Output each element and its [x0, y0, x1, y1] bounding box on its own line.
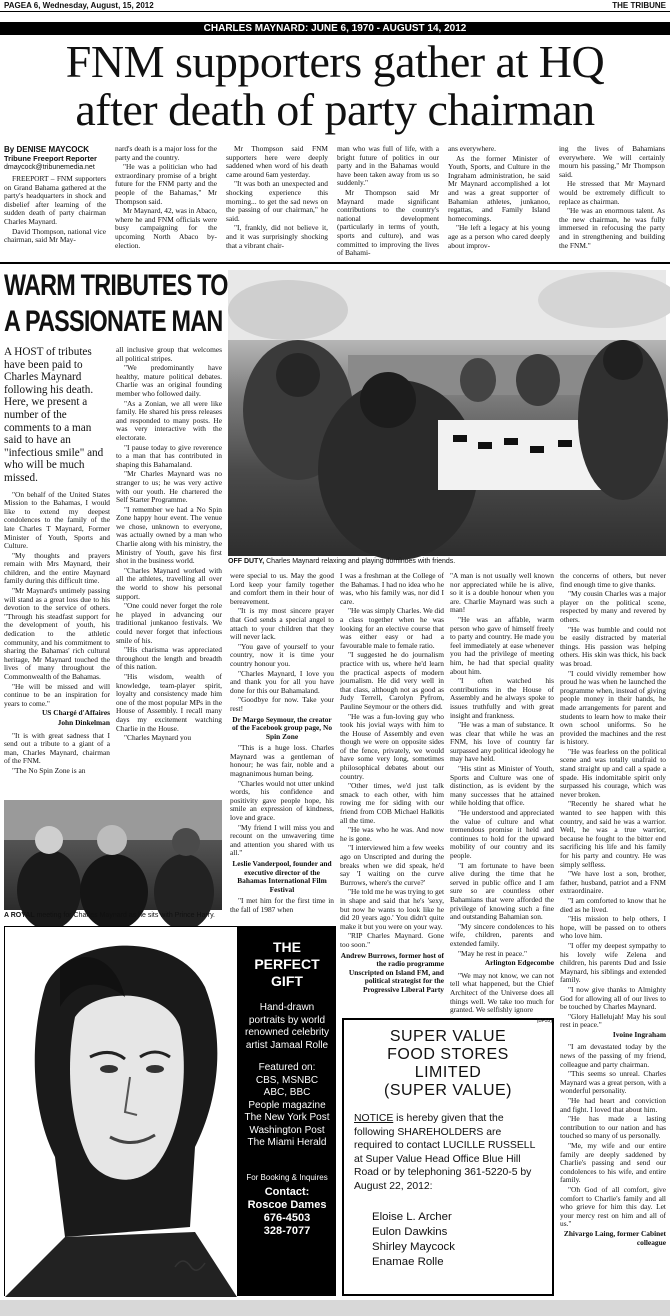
- footer-bar: [0, 1300, 670, 1316]
- tribute-paragraph: the concerns of others, but never find enough time to give thanks.: [560, 571, 666, 589]
- story-paragraph: "I, frankly, did not believe it, and it was surprisingly shocking that a vibrant chair-: [226, 223, 328, 250]
- tribute-paragraph: "He was simply Charles. We did a class together when he was looking for an elective course that was either easy or had a favourable male to female ratio.: [340, 606, 444, 650]
- gift-outlet: ABC, BBC: [263, 1087, 311, 1098]
- tribute-paragraph: "He was a fun-loving guy who took his jovial ways with him to the House of Assembly and even though we were on opposite sides of the fence, privately, we would have some very long, sometimes philosophical debates about our country.: [340, 711, 444, 781]
- tribute-paragraph: "Mr Charles Maynard was no stranger to us; he was very active with our youth. He chartered the Self Starter Programme.: [116, 469, 222, 505]
- story-paragraph: Mr Thompson said FNM supporters here were deeply saddened when word of his death came around 6am yesterday.: [226, 144, 328, 179]
- tribute-paragraph: "I suggested he do journalism practice with us, where he'd learn the practical aspects of modern journalism. He did very well in that class, although not as good as Judy Terrell, Carolyn Pyfrom, Pauline Seymour or the others did.: [340, 650, 444, 711]
- tribute-signature: Zhivargo Laing, former Cabinet colleague: [563, 1228, 666, 1247]
- tribute-paragraph: "Oh God of all comfort, give comfort to Charlie's family and all who grieve for him this day. Let your mercy rest on him and all of us.": [560, 1184, 666, 1229]
- story-paragraph: He stressed that Mr Maynard would be extremely difficult to replace as chairman.: [559, 179, 665, 206]
- gift-contact-name: Roscoe Dames: [247, 1198, 327, 1211]
- tribute-paragraph: "I am comforted to know that he died as he lived.: [560, 895, 666, 914]
- shareholder-name: Eulon Dawkins: [372, 1225, 448, 1238]
- notice-text: is hereby given that the following SHAREHOLDERS are required to contact LUCILLE RUSSELL at Super Value Head Office Blue Hill Road or by telephoning 361-5220-5 by August 22, 2012:: [354, 1113, 535, 1192]
- gift-outlet: People magazine: [248, 1099, 326, 1111]
- caption-lead: A ROYAL: [4, 912, 35, 919]
- story-paragraph: "It was both an unexpected and shocking experience this morning... to get the sad news on the passing of our chairman," he said.: [226, 179, 328, 223]
- gift-contact-label: Contact:: [264, 1185, 310, 1198]
- tribute-paragraph: "I often watched his contributions in the House of Assembly and he always spoke to issues truthfully and with great insight and frankness.: [450, 676, 554, 720]
- tribute-paragraph: "Charles Maynard, I love you and thank you for all you have done for this our Bahamaland.: [230, 668, 334, 695]
- section-divider: [0, 262, 670, 264]
- tribute-signature: Andrew Burrows, former host of the radio programme Unscripted on Island FM, and political strategist for the Progressive Liberal Party: [340, 950, 444, 994]
- tribute-signature: Dr Margo Seymour, the creator of the Facebook group page, No Spin Zone: [231, 714, 333, 741]
- tributes-col-4: [340, 571, 444, 994]
- tribute-paragraph: "Goodbye for now. Take your rest!: [230, 695, 334, 713]
- tribute-paragraph: "My friend I will miss you and recount on the unwavering time and attention you shared with us all.": [230, 822, 334, 858]
- royal-meeting-photo: [4, 800, 222, 910]
- tribute-paragraph: "My thoughts and prayers remain with Mrs Maynard, their children, and the entire Maynard family during this difficult time.: [4, 550, 110, 586]
- dominoes-photo-illustration: [228, 270, 666, 556]
- story-paragraph: "He was a politician who had extraordinary promise of a bright future for the FNM party and the people of the Bahamas," Mr Thompson said.: [115, 162, 217, 206]
- gift-featured-label: Featured on:: [258, 1062, 316, 1073]
- tribute-paragraph: "He was fearless on the political scene and was totally unafraid to stand straight up and call a spade a spade. His indomitable spirit only surpassed his courage, which was never broken.: [560, 746, 666, 799]
- story-col-2: [115, 145, 217, 257]
- story-col-5: [448, 145, 550, 257]
- tribute-paragraph: "On behalf of the United States Mission to the Bahamas, I would like to extend my deepest condolences to the family of the late Charles T Maynard, Former Minister of Youth, Sports and Culture.: [4, 489, 110, 551]
- tribute-paragraph: "He understood and appreciated the value of culture and what tremendous promise it held and continues to hold for the upward mobility of our country and its people.: [450, 808, 554, 860]
- tribute-paragraph: "His wisdom, wealth of knowledge, team-player spirit, loyalty and consistency made him one of the most popular MPs in the House of Assembly. I recall many days my excitement watching Charlie in the House.: [116, 671, 222, 733]
- tributes-intro: A HOST of tributes have been paid to Charles Maynard following his death. Here, we present a number of the comments to a man said to have an "infectious smile" and who will be much missed.: [4, 346, 104, 484]
- gift-outlet: CBS, MSNBC: [255, 1074, 319, 1086]
- notice-word: NOTICE: [354, 1113, 394, 1124]
- caption-text: Charles Maynard relaxing and playing dominoes with friends.: [266, 558, 456, 565]
- tributes-headline-1: WARM TRIBUTES TO: [4, 269, 228, 302]
- tribute-paragraph: "You gave of yourself to your country, now it is time your country honour you.: [230, 641, 334, 668]
- story-paragraph: FREEPORT – FNM supporters on Grand Bahama gathered at the party's headquarters in shock and disbelief after learning of the sudden death of party chairman Charles Maynard.: [4, 174, 106, 226]
- dominoes-photo-caption: [228, 558, 666, 568]
- tribute-paragraph: "RIP Charles Maynard. Gone too soon.": [340, 931, 444, 949]
- tribute-paragraph: "May he rest in peace.": [458, 948, 528, 958]
- tribute-paragraph: "His stint as Minister of Youth, Sports and Culture was one of distinction, as is evident by the many successes that he attained while holding that office.: [450, 764, 554, 808]
- tribute-signature: Arlington Edgecombe: [484, 958, 554, 968]
- tribute-paragraph: "I pause today to give reverence to a man that has contributed in shaping this Bahamaland.: [116, 442, 222, 469]
- tribute-paragraph: "He was a man of substance. It was clear that while he was an FNM, his love of country far surpassed any political ideology he may have held.: [450, 720, 554, 764]
- tributes-col-3: [230, 571, 334, 914]
- tribute-paragraph: "He had heart and conviction and fight. I loved that about him.: [560, 1096, 666, 1114]
- tribute-signature-name: John Dinkelman: [57, 717, 110, 727]
- folio-right: THE TRIBUNE: [612, 1, 666, 10]
- story-paragraph: ans everywhere.: [448, 144, 497, 153]
- tribute-paragraph: "I could vividly remember how proud he was when he launched the programme when, instead of giving people money in their hands, he made arrangements for parent and students to learn how to make their own school uniforms. So he provided the machines and the rest is history.: [560, 668, 666, 747]
- gift-description: Hand-drawn portraits by world renowned celebrity artist Jamaal Rolle: [245, 1002, 329, 1051]
- tribute-paragraph: "Charles would not utter unkind words, his confidence and positivity gave people hope, his smile an expression of kindness, love and grace.: [230, 778, 334, 823]
- shareholder-name: Eloise L. Archer: [372, 1210, 452, 1223]
- gift-title-2: PERFECT: [254, 956, 320, 972]
- notice-title-2: FOOD STORES LIMITED: [387, 1046, 509, 1081]
- notice-code: (BF55): [536, 1018, 552, 1024]
- tribute-paragraph: "I am devastated today by the news of the passing of my friend, colleague and party chairman.: [560, 1042, 666, 1069]
- tribute-paragraph: "He was an affable, warm person who gave of himself freely to party and country. He made you feel immediately at ease whenever you had the privilege of meeting him, he had that special quality about him.: [450, 614, 554, 676]
- gift-ad-text: [237, 927, 337, 1297]
- tribute-signature: Leslie Vanderpool, founder and executive director of the Bahamas International Film Festival: [232, 859, 332, 894]
- story-paragraph: Mr Maynard, 42, was in Abaco, where he and FNM officials were busy campaigning for the upcoming North Abaco by-election.: [115, 206, 218, 250]
- tribute-paragraph: "It is with great sadness that I send out a tribute to a giant of a man, Charles Maynard, chairman of the FNM.: [4, 730, 110, 766]
- notice-title-1: SUPER VALUE: [389, 1028, 507, 1045]
- shareholder-list: [372, 1210, 542, 1270]
- tribute-paragraph: "This seems so unreal. Charles Maynard was a great person, with a wonderful personality.: [560, 1069, 666, 1096]
- story-paragraph: As the former Minister of Youth, Sports, and Culture in the Ingraham administration, he said Mr Maynard accomplished a lot and was a great supporter of Bahamian athletes, junkanoo, regattas, and Family Island homecomings.: [448, 153, 550, 223]
- headline-line-1: FNM supporters gather at HQ: [65, 36, 605, 87]
- shareholder-name: Enamae Rolle: [372, 1255, 444, 1268]
- story-col-3: [226, 145, 328, 257]
- tributes-col-1: [4, 346, 110, 846]
- folio-bar: [0, 0, 670, 12]
- tribute-paragraph: "Recently he shared what he wanted to see happen with this country, and said he was a warrior. Well, he was a true warrior, because he fought to the bitter end sacrificing his life and his family for his party and country. He was simply selfless.: [560, 799, 666, 869]
- tribute-paragraph: "He has made a lasting contribution to our nation and has touched so many of us personally.: [560, 1114, 666, 1141]
- byline-email[interactable]: dmaycock@tribunemedia.net: [4, 164, 95, 171]
- tribute-paragraph: "He was humble and could not be easily distracted by material things. His passion was helping others. His skin was thick, his back was broad.: [560, 624, 666, 668]
- caption-text: meeting for Charles Maynard as he sits with Prince Harry.: [36, 912, 215, 919]
- tribute-paragraph: I was a freshman at the College of the Bahamas. I had no idea who he was, who his family was, nor did I care.: [340, 571, 444, 606]
- tribute-paragraph: "I interviewed him a few weeks ago on Unscripted and during the breaks when we did speak, he'd say 'I waiting on the curve Burrows, where's the curve?': [340, 843, 444, 887]
- tribute-paragraph: "We may not know, we can not tell what happened, but the Chief Architect of the Universe does all things well. We take too much for granted. We selfishly ignore: [450, 970, 554, 1015]
- tribute-paragraph: all inclusive group that welcomes all political stripes.: [116, 345, 222, 363]
- tribute-paragraph: "One could never forget the role he played in advancing our traditional junkanoo festivals. We could never forget that infectious smile of his.: [116, 601, 222, 645]
- tribute-paragraph: "Other times, we'd just talk smack to each other, with him rowing me for siding with our friend from COB Michael Halkitis all the time.: [340, 781, 444, 825]
- shareholder-name: Shirley Maycock: [372, 1240, 455, 1253]
- tribute-paragraph: "He told me he was trying to get in shape and said that he's 'sexy, but now he wants to look like he did 20 years ago.' You didn't quite make it but you were on your way.: [340, 887, 444, 931]
- story-col-1: [4, 145, 106, 257]
- notice-body: [354, 1112, 542, 1194]
- tribute-paragraph: "It is my most sincere prayer that God sends a special angel to attach to your children that they will never lack.: [230, 606, 334, 642]
- tribute-paragraph: "I now give thanks to Almighty God for allowing all of our lives to be touched by Charles Maynard.: [560, 984, 666, 1012]
- tribute-paragraph: "I remember we had a No Spin Zone happy hour event. The venue we chose, unknown to everyone, was actually owned by a man who Charlie along with his ministry, the Ministry of Youth, gave his first shot in the business world.: [116, 504, 222, 566]
- story-col-4: [337, 145, 439, 257]
- tribute-paragraph: "I am fortunate to have been alive during the time that he served in public office and I am sure so are countless other Bahamians that were afforded the privilege of knowing such a fine and outstanding Bahamian son.: [450, 860, 554, 922]
- tribute-paragraph: "A man is not usually well known nor appreciated while he is alive, so it is a double honour when you are. Charlie Maynard was such a man!: [450, 571, 554, 615]
- tributes-headline-2: A PASSIONATE MAN: [4, 305, 223, 338]
- headline: [0, 38, 670, 138]
- gift-booking: For Booking & Inquires: [246, 1172, 328, 1182]
- tribute-paragraph: "Me, my wife and our entire family are deeply saddened by Charlie's passing and send our condolences to his wife, and entire family.: [560, 1141, 666, 1185]
- tribute-paragraph: "His charisma was appreciated throughout the length and breadth of this nation.: [116, 645, 222, 672]
- tribute-signature: US Chargé d'Affaires: [41, 708, 110, 718]
- tribute-paragraph: "We predominantly have healthy, mature political debates. Charlie was an original founding member who followed daily.: [116, 363, 222, 398]
- tribute-paragraph: "The No Spin Zone is an: [12, 765, 86, 775]
- tribute-paragraph: "Charles Maynard worked with all the athletes, travelling all over the world to show his personal support.: [116, 565, 222, 601]
- story-paragraph: ing the lives of Bahamians everywhere. We will certainly mourn his passing," Mr Thompson said.: [559, 144, 665, 179]
- portrait-drawing: [5, 927, 237, 1297]
- gift-title-1: THE: [273, 939, 301, 955]
- gift-outlet: Washington Post: [249, 1124, 325, 1136]
- tribute-paragraph: "Glory Hallelujah! May his soul rest in peace.": [560, 1011, 666, 1030]
- super-value-notice: [342, 1018, 554, 1296]
- royal-photo-illustration: [4, 800, 222, 910]
- banner-text: CHARLES MAYNARD: JUNE 6, 1970 - AUGUST 14, 2012: [203, 23, 467, 34]
- dominoes-photo: [228, 270, 666, 556]
- memorial-banner: [0, 22, 670, 35]
- gift-outlet: The New York Post: [244, 1112, 330, 1123]
- tributes-col-2: [116, 346, 222, 822]
- gift-phone: 328-7077: [263, 1224, 311, 1237]
- gift-outlet: The Miami Herald: [247, 1137, 327, 1148]
- tributes-col-6: [560, 572, 666, 1314]
- headline-line-2: after death of party chairman: [75, 84, 595, 135]
- perfect-gift-ad: [4, 926, 336, 1296]
- byline-name: By DENISE MAYCOCK: [4, 145, 90, 154]
- caption-lead: OFF DUTY,: [228, 558, 265, 565]
- tribute-paragraph: "We have lost a son, brother, father, husband, patriot and a FNM extraordinaire.: [560, 869, 666, 896]
- tribute-paragraph: "This is a huge loss. Charles Maynard was a gentleman of honour; he was fair, noble and a magnanimous human being.: [230, 743, 334, 779]
- gift-title-3: GIFT: [271, 973, 303, 989]
- story-paragraph: man who was full of life, with a bright future of politics in our party and in the Bahamas would have been taken away from us so suddenly.": [337, 144, 439, 188]
- tribute-paragraph: "My sincere condolences to his wife, children, parents and extended family.: [450, 921, 554, 948]
- tribute-paragraph: "He was who he was. And now he is gone.: [340, 825, 444, 843]
- story-paragraph: David Thompson, national vice chairman, said Mr May-: [4, 226, 106, 245]
- byline-role: Tribune Freeport Reporter: [4, 154, 97, 163]
- tribute-paragraph: "Charles Maynard you: [124, 733, 192, 743]
- tribute-paragraph: "He will be missed and will continue to be an inspiration for years to come.": [4, 681, 110, 708]
- tribute-paragraph: "I offer my deepest sympathy to his lovely wife Zelena and children, his parents Dud and Issie Maynard, his siblings and extended family.: [560, 940, 666, 985]
- tributes-headline: [4, 268, 226, 344]
- story-paragraph: Mr Thompson said Mr Maynard made significant contributions to the country's national development (particularly in terms of youth, sports and culture), and was committed to improving the lives of Bahami-: [337, 187, 439, 258]
- tribute-paragraph: "I met him for the first time in the fall of 1987 when: [230, 896, 334, 914]
- story-paragraph: "He left a legacy at his young age as a person who cared deeply about improv-: [448, 223, 550, 250]
- tribute-paragraph: "His mission to help others, I hope, will be passed on to others who love him.: [560, 914, 666, 941]
- story-col-6: [559, 145, 665, 257]
- royal-photo-caption: [4, 912, 224, 922]
- tribute-paragraph: "Mr Maynard's untimely passing will stand as a great loss due to his devotion to the service of others. "Through his steadfast support for the development of youth, his dedication to the athletic community, and his commitment to sharing the Bahamas' rich cultural heritage, Mr Maynard touched the lives of many throughout the Commonwealth of the Bahamas.: [4, 586, 110, 681]
- folio-left: PAGEA 6, Wednesday, August, 15, 2012: [4, 1, 154, 10]
- tribute-signature: Ivoine Ingraham: [612, 1029, 666, 1039]
- tributes-col-5: [450, 572, 554, 1014]
- story-paragraph: nard's death is a major loss for the party and the country.: [115, 144, 217, 162]
- tribute-paragraph: "As a Zonian, we all were like family. He shared his press releases and responded to many posts. He was very interactive with the electorate.: [116, 398, 222, 442]
- tribute-paragraph: were special to us. May the good Lord keep your family together and comfort them in their hour of bereavement.: [230, 571, 334, 606]
- tribute-paragraph: "My cousin Charles was a major player on the political scene, respected by many and revered by others.: [560, 589, 666, 624]
- gift-phone: 676-4503: [263, 1211, 311, 1224]
- portrait-illustration: [5, 927, 237, 1297]
- notice-title-3: (SUPER VALUE): [383, 1082, 512, 1099]
- story-paragraph: "He was an enormous talent. As the new chairman, he was fully immersed in refocusing the party and in strengthening and building the FNM.": [559, 206, 665, 250]
